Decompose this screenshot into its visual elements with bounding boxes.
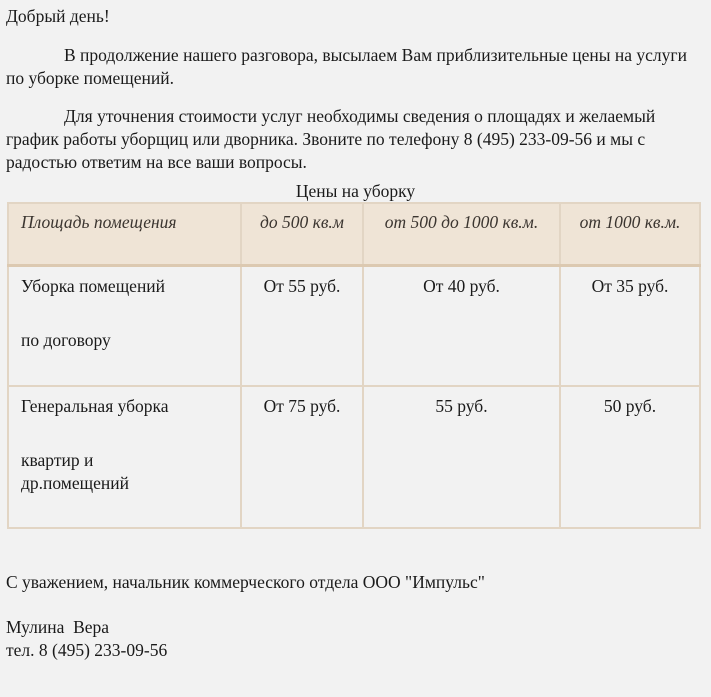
price-cell: От 40 руб.	[363, 266, 560, 387]
signature-line: С уважением, начальник коммерческого отдела ООО "Импульс"	[6, 572, 485, 592]
price-cell: От 75 руб.	[241, 386, 363, 528]
header-area: Площадь помещения	[8, 203, 241, 266]
price-cell: От 35 руб.	[560, 266, 700, 387]
table-row	[8, 386, 700, 528]
price-cell: От 55 руб.	[241, 266, 363, 387]
signer-name: Мулина Вера	[6, 617, 110, 637]
details-paragraph: Для уточнения стоимости услуг необходимы сведения о площадях и желаемый график работы уборщиц или дворника. Звоните по телефону 8 (495) 233-09-56 и мы с радостью ответим на все ваши вопросы.	[6, 106, 656, 172]
service-cell	[8, 386, 241, 528]
header-up-to-500: до 500 кв.м	[241, 203, 363, 266]
price-cell: 55 руб.	[363, 386, 560, 528]
price-cell: 50 руб.	[560, 386, 700, 528]
intro-paragraph: В продолжение нашего разговора, высылаем Вам приблизительные цены на услуги по уборке помещений.	[6, 45, 687, 88]
service-cell	[8, 266, 241, 387]
greeting: Добрый день!	[6, 6, 110, 26]
service-name: Генеральная уборка	[21, 396, 169, 416]
service-detail: по договору	[21, 330, 111, 350]
header-500-to-1000: от 500 до 1000 кв.м.	[363, 203, 560, 266]
signer-phone: тел. 8 (495) 233-09-56	[6, 640, 168, 660]
table-row	[8, 266, 700, 387]
header-over-1000: от 1000 кв.м.	[560, 203, 700, 266]
service-detail: квартир и др.помещений	[21, 450, 129, 493]
table-header-row	[8, 203, 700, 266]
price-table	[7, 202, 701, 529]
service-name: Уборка помещений	[21, 276, 166, 296]
table-caption: Цены на уборку	[295, 181, 416, 201]
